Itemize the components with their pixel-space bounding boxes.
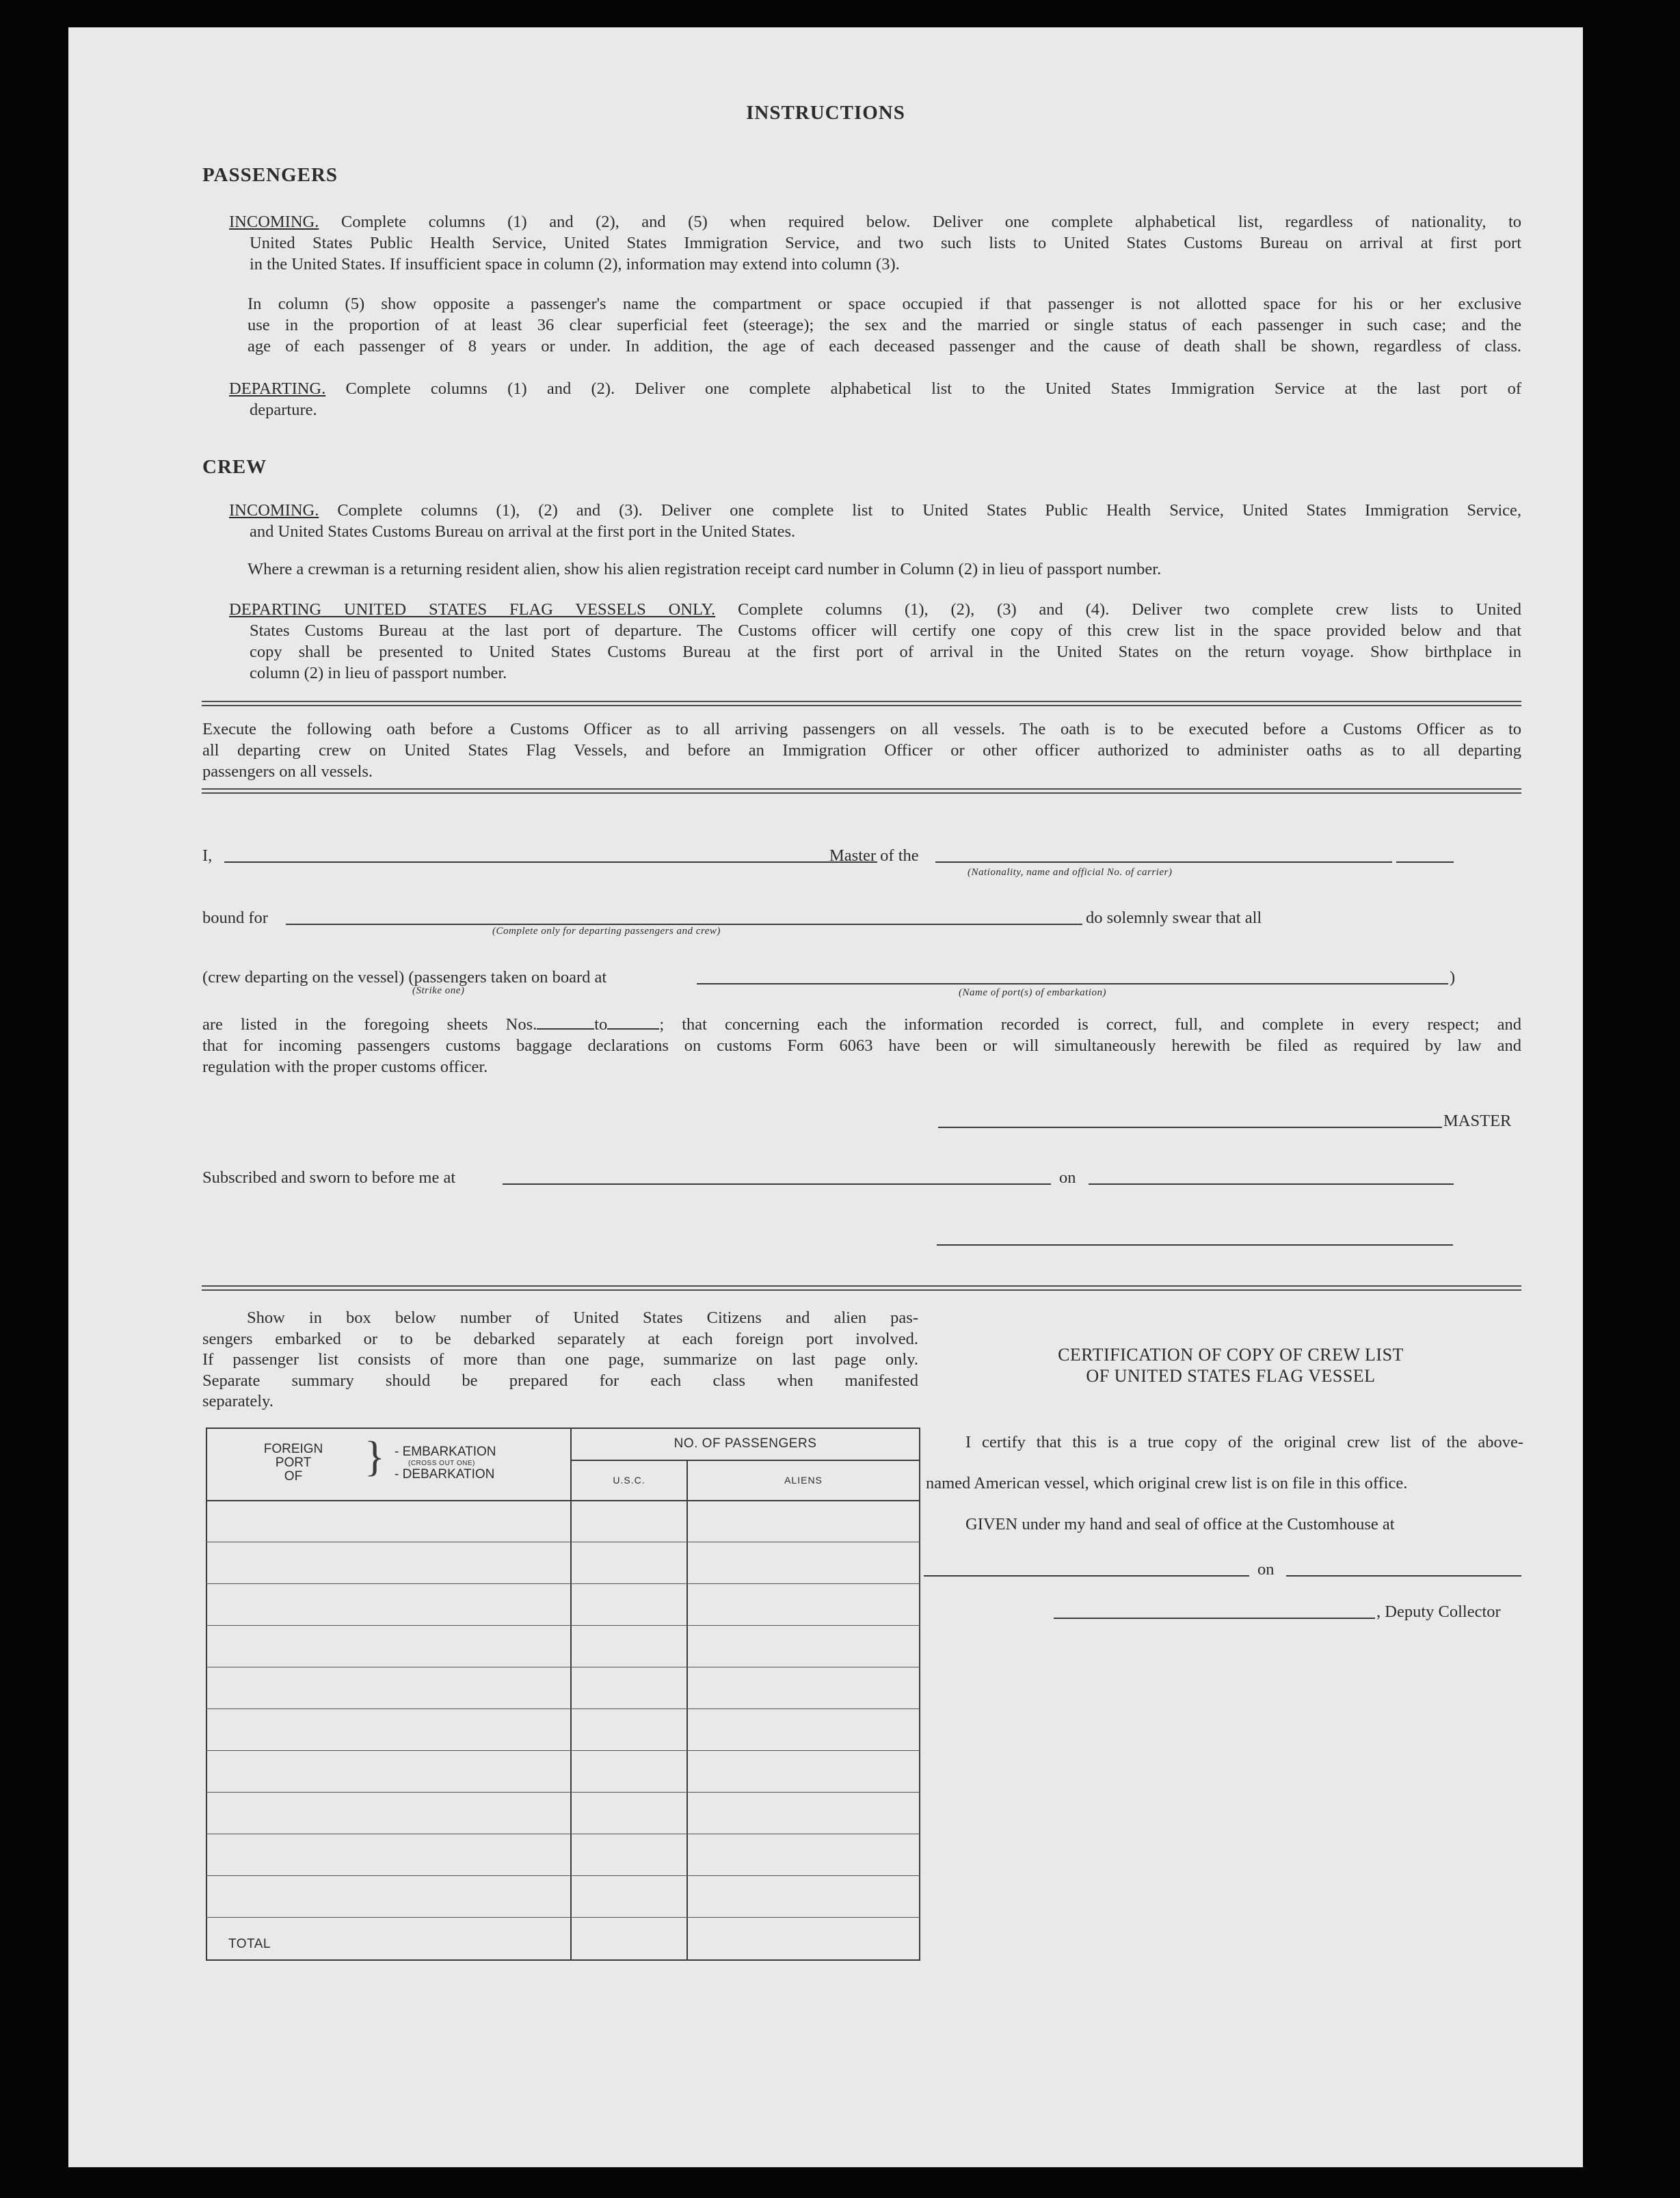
foreign-port-label: FOREIGN PORT OF (263, 1442, 323, 1484)
cert-on-label: on (1257, 1560, 1275, 1579)
table-row-line (206, 1917, 920, 1918)
oath-instructions: Execute the following oath before a Customs Officer as to all arriving passengers on all vessels. The oath is to be executed before a Customs Officer as to all departing crew on United States Flag Vessels, and before an Immigration Officer or other officer authorized to administer oaths as to all departing passengers on all vessels. (202, 720, 1521, 781)
crew-departing-paragraph: DEPARTING UNITED STATES FLAG VESSELS ONLY. Complete columns (1), (2), (3) and (4). Deliver two complete crew lists to United States Customs Bureau at the last port of departure. The Customs officer will certify one copy of this crew list in the space provided below and that copy shall be presented to United States Customs Bureau at the first port of arrival in the United States on the return voyage. Show birthplace in column (2) in lieu of passport number. (229, 600, 1522, 682)
customhouse-place-field[interactable] (924, 1575, 1249, 1577)
certification-given-line: GIVEN under my hand and seal of office at the Customhouse at (965, 1515, 1395, 1533)
deputy-collector-signature-field[interactable] (1054, 1618, 1375, 1619)
certification-date-field[interactable] (1286, 1575, 1521, 1577)
summary-instructions: Show in box below number of United States Citizens and alien pas- sengers embarked or to be debarked separately at each foreign port involved. If passenger list consists of more than one page, summarize on last page only. Separate summary should be prepared for each class when manifested separately. (202, 1309, 918, 1410)
usc-column-header: U.S.C. (613, 1475, 645, 1486)
cross-out-one-label: (CROSS OUT ONE) (408, 1460, 475, 1467)
crew-passengers-label: (crew departing on the vessel) (passengers taken on board at (202, 968, 607, 987)
ports-of-embarkation-field[interactable] (697, 983, 1448, 984)
sheet-to-field[interactable] (607, 1028, 659, 1030)
table-row-line (206, 1583, 920, 1584)
table-row-line (206, 1625, 920, 1626)
crew-departing-label: DEPARTING UNITED STATES FLAG VESSELS ONLY. (229, 600, 716, 619)
passengers-departing-paragraph: DEPARTING. Complete columns (1) and (2). Deliver one complete alphabetical list to the United States Immigration Service at the last port of departure. (229, 379, 1521, 419)
certification-heading: CERTIFICATION OF COPY OF CREW LIST OF UNITED STATES FLAG VESSEL (1058, 1345, 1404, 1386)
passengers-incoming-paragraph: INCOMING. Complete columns (1) and (2), and (5) when required below. Deliver one complete alphabetical list, regardless of nationality, to United States Public Health Service, United States Immigration Service, and two such lists to United States Customs Bureau on arrival at first port in the United States. If insufficient space in column (2), information may extend into column (3). (229, 213, 1522, 273)
crew-incoming-label: INCOMING. (229, 501, 319, 520)
on-label: on (1059, 1168, 1076, 1187)
brace-icon: } (364, 1434, 385, 1480)
certification-line2: named American vessel, which original crew list is on file in this office. (926, 1474, 1408, 1492)
sheet-from-field[interactable] (537, 1028, 594, 1030)
passengers-departing-label: DEPARTING. (229, 379, 326, 398)
crew-incoming-paragraph: INCOMING. Complete columns (1), (2) and (3). Deliver one complete list to United States Public Health Service, United States Immigration Service, and United States Customs Bureau on arrival at the first port in the United States. (229, 501, 1522, 541)
crew-resident-alien-note: Where a crewman is a returning resident alien, show his alien registration receipt card number in Column (2) in lieu of passport number. (248, 560, 1162, 578)
solemnly-swear-label: do solemnly swear that all (1086, 909, 1262, 927)
passengers-incoming-label: INCOMING. (229, 213, 319, 231)
passengers-column5-paragraph: In column (5) show opposite a passenger's name the compartment or space occupied if that passenger is not allotted space for his or her exclusive use in the proportion of at least 36 clear superficial feet (steerage); the sex and the married or single status of each passenger in such case; and the age of each passenger of 8 years or under. In addition, the age of each deceased passenger and the cause of death shall be shown, regardless of class. (248, 295, 1521, 356)
master-signature-field[interactable] (938, 1127, 1442, 1128)
divider (202, 1285, 1521, 1291)
page-title: INSTRUCTIONS (746, 102, 905, 124)
ports-caption: (Name of port(s) of embarkation) (959, 987, 1106, 998)
oath-i-label: I, (202, 846, 213, 865)
certification-line1: I certify that this is a true copy of the original crew list of the above- (965, 1433, 1523, 1451)
carrier-caption: (Nationality, name and official No. of carrier) (968, 867, 1173, 878)
table-row-line (206, 1750, 920, 1751)
bound-for-label: bound for (202, 909, 268, 927)
bound-for-caption: (Complete only for departing passengers and crew) (492, 926, 721, 937)
deputy-collector-label: , Deputy Collector (1376, 1603, 1501, 1621)
total-label: TOTAL (228, 1937, 271, 1951)
master-name-field[interactable] (224, 861, 877, 863)
close-paren: ) (1450, 968, 1456, 987)
divider (202, 788, 1521, 794)
table-row-line (206, 1875, 920, 1876)
carrier-field-extra[interactable] (1396, 861, 1454, 863)
sworn-date-field[interactable] (1089, 1183, 1454, 1185)
oath-statement: are listed in the foregoing sheets Nos. to ; that concerning each the information recorded is correct, full, and complete in every respect; and that for incoming passengers customs baggage declarations on customs Form 6063 have been or will simultaneously herewith be filed as required by law and regulation with the proper customs officer. (202, 1015, 1522, 1076)
section-heading-crew: CREW (202, 456, 267, 478)
bound-for-field[interactable] (286, 924, 1082, 925)
officer-signature-field[interactable] (937, 1244, 1453, 1246)
embarkation-label: - EMBARKATION (395, 1445, 496, 1459)
divider (202, 701, 1521, 706)
section-heading-passengers: PASSENGERS (202, 164, 338, 186)
debarkation-label: - DEBARKATION (395, 1467, 495, 1482)
master-label: MASTER (1443, 1112, 1512, 1130)
carrier-field[interactable] (935, 861, 1392, 863)
table-row-line (206, 1708, 920, 1709)
sworn-place-field[interactable] (503, 1183, 1051, 1185)
form-sheet (68, 27, 1583, 2167)
no-of-passengers-header: NO. OF PASSENGERS (674, 1436, 817, 1451)
master-of-the-label: Master of the (829, 846, 919, 865)
aliens-column-header: ALIENS (784, 1475, 823, 1486)
subscribed-label: Subscribed and sworn to before me at (202, 1168, 456, 1187)
passenger-summary-table (206, 1428, 920, 1961)
strike-one-caption: (Strike one) (412, 985, 465, 996)
table-row-line (206, 1792, 920, 1793)
